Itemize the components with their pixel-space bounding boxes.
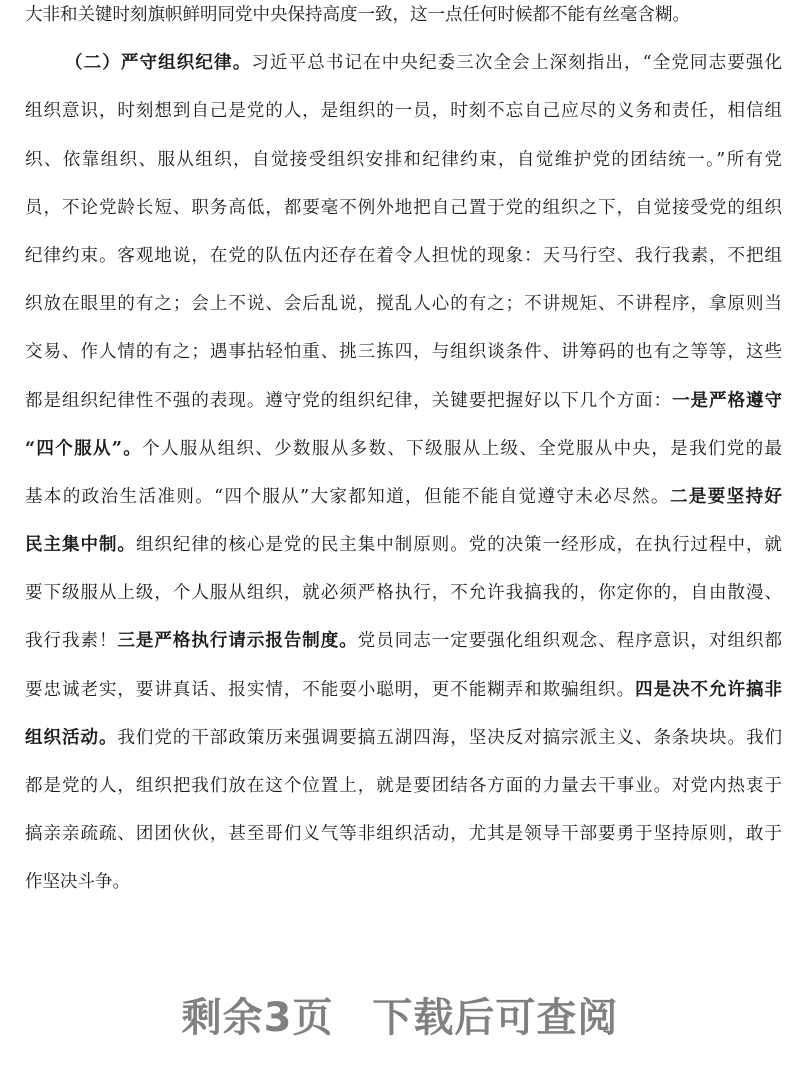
text-line [25,714,782,762]
text-segment: 要忠诚老实，要讲真话、报实情，不能耍小聪明，更不能糊弄和欺骗组织。 [25,679,636,700]
text-line [25,87,782,135]
text-segment: 大非和关键时刻旗帜鲜明同党中央保持高度一致，这一点任何时候都不能有丝毫含糊。 [25,5,690,25]
text-line [25,328,782,376]
text-segment: 都是组织纪律性不强的表现。遵守党的组织纪律，关键要把握好以下几个方面： [25,390,673,411]
text-line [25,280,782,328]
text-line [25,762,782,810]
text-line [25,232,782,280]
text-line [25,39,782,87]
bold-text: 组织活动。 [25,727,118,748]
bold-text: 三是严格执行请示报告制度。 [117,631,358,652]
text-segment: 我们党的干部政策历来强调要搞五湖四海，坚决反对搞宗派主义、条条块块。我们 [117,727,782,748]
text-segment: 要下级服从上级，个人服从组织，就必须严格执行，不允许我搞我的，你定你的，自由散漫、 [25,583,782,604]
text-segment: 织、依靠组织、服从组织，自觉接受组织安排和纪律约束，自觉维护党的团结统一。”所有党 [25,149,782,170]
bold-text: “四个服从”。 [25,438,143,459]
bold-text: 四是决不允许搞非 [635,679,783,700]
text-line [25,425,782,473]
bold-text: 民主集中制。 [25,535,136,556]
text-segment: 纪律约束。客观地说，在党的队伍内还存在着令人担忧的现象：天马行空、我行我素，不把组 [25,245,782,266]
text-line [25,473,782,521]
text-segment: 作坚决斗争。 [25,872,130,893]
download-prompt[interactable] [0,986,800,1043]
text-segment: 都是党的人，组织把我们放在这个位置上，就是要团结各方面的力量去干事业。对党内热衷于 [25,776,782,796]
document-body [25,0,782,907]
text-segment: 个人服从组织、少数服从多数、下级服从上级、全党服从中央，是我们党的最 [142,438,783,459]
text-segment: 搞亲亲疏疏、团团伙伙，甚至哥们义气等非组织活动，尤其是领导干部要勇于坚持原则，敢于 [25,824,782,845]
text-segment: 员，不论党龄长短、职务高低，都要毫不例外地把自己置于党的组织之下，自觉接受党的组织 [25,197,782,218]
bold-text: （二）严守组织纪律。 [65,53,252,74]
download-to-view-label: 下载后可查阅 [372,995,619,1041]
text-line [25,521,782,569]
bold-text: 一是严格遵守 [672,390,782,411]
text-segment: 习近平总书记在中央纪委三次全会上深刻指出，“全党同志要强化 [251,53,782,74]
text-line [25,666,782,714]
text-line [25,617,782,665]
text-line [25,810,782,858]
text-segment: 交易、作人情的有之；遇事拈轻怕重、挑三拣四，与组织谈条件、讲筹码的也有之等等，这些 [25,342,782,363]
text-line [25,377,782,425]
text-line [25,569,782,617]
text-line [25,184,782,232]
bold-text: 二是要坚持好 [669,486,783,507]
text-segment: 基本的政治生活准则。“四个服从”大家都知道，但能不能自觉遵守未必尽然。 [25,486,670,507]
text-segment: 我行我素！ [25,631,118,652]
text-segment: 党员同志一定要强化组织观念、程序意识，对组织都 [357,631,783,652]
text-line [25,0,782,39]
remaining-pages-label: 剩余3页 [181,995,334,1041]
text-segment: 织放在眼里的有之；会上不说、会后乱说，搅乱人心的有之；不讲规矩、不讲程序，拿原则当 [25,294,782,315]
text-segment: 组织纪律的核心是党的民主集中制原则。党的决策一经形成，在执行过程中，就 [135,535,783,556]
text-segment: 组织意识，时刻想到自己是党的人，是组织的一员，时刻不忘自己应尽的义务和责任，相信组 [25,101,782,122]
text-line [25,858,782,906]
text-line [25,136,782,184]
